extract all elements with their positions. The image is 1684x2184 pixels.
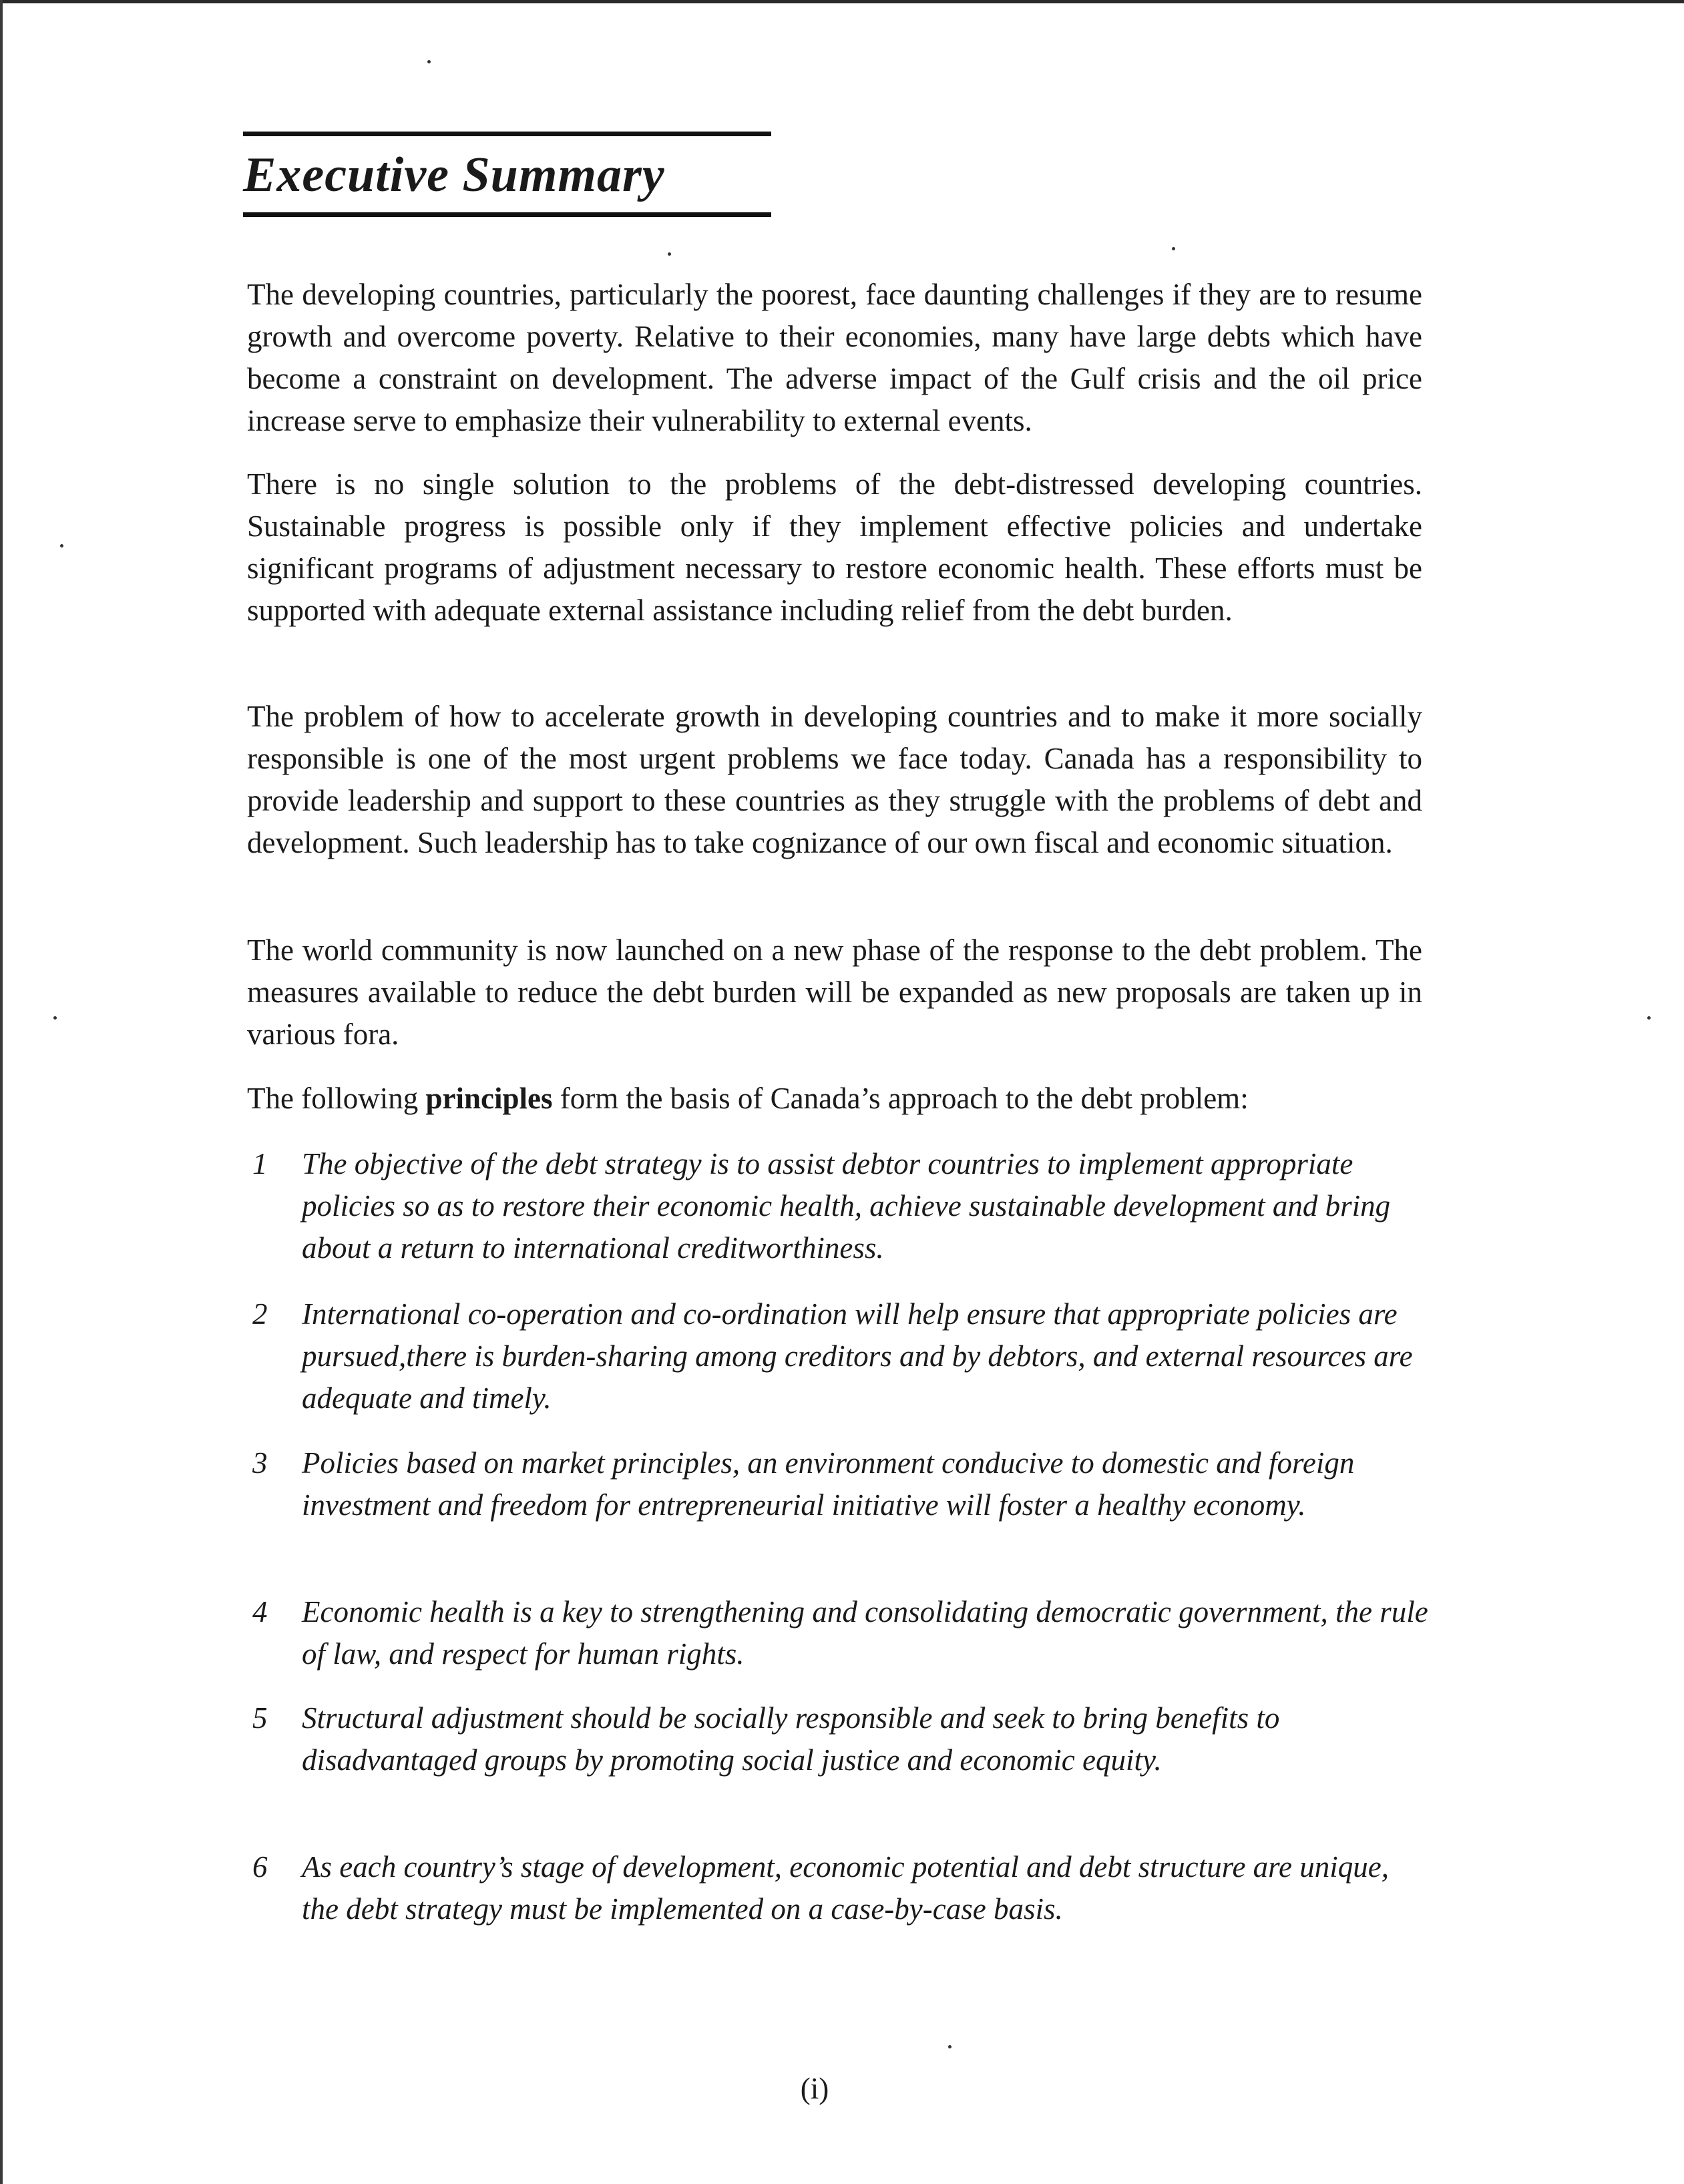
paragraph-3: The problem of how to accelerate growth in developing countries and to make it more socially responsible is one of the most urgent problems we face today. Canada has a responsibility to provide leadership and support to these countries as they struggle with the problems of debt and development. Such leadership has to take cognizance of our own fiscal and economic situation. [247, 700, 1422, 859]
paragraph-4: The world community is now launched on a new phase of the response to the debt problem. The measures available to reduce the debt burden will be expanded as new proposals are taken up in various fora. [247, 933, 1422, 1051]
scan-speck [53, 1016, 57, 1020]
title-rule-top [243, 132, 771, 136]
principles-intro-after: form the basis of Canada’s approach to the debt problem: [552, 1082, 1249, 1115]
principles-intro-before: The following [247, 1082, 426, 1115]
principle-text: The objective of the debt strategy is to assist debtor countries to implement appropriate policies so as to restore their economic health, achieve sustainable development and bring about a return to international creditworthiness. [302, 1147, 1391, 1265]
page-title: Executive Summary [243, 148, 665, 202]
paragraph-1: The developing countries, particularly the poorest, face daunting challenges if they are to resume growth and overcome poverty. Relative to their economies, many have large debts which have become a constraint on development. The adverse impact of the Gulf crisis and the oil price increase serve to emphasize their vulnerability to external events. [247, 278, 1422, 437]
scan-speck [668, 252, 671, 256]
scan-edge-left [0, 0, 3, 2184]
paragraph-2: There is no single solution to the problems of the debt-distressed developing countries. Sustainable progress is possible only if they implement effective policies and undertake significant programs of adjustment necessary to restore economic health. These efforts must be supported with adequate external assistance including relief from the debt burden. [247, 467, 1422, 627]
principle-text: Economic health is a key to strengthening and consolidating democratic government, the rule of law, and respect for human rights. [302, 1595, 1428, 1671]
page-number: (i) [800, 2072, 829, 2105]
principle-number: 6 [252, 1850, 268, 1884]
title-rule-bottom [243, 212, 771, 217]
principle-number: 1 [252, 1147, 268, 1180]
principle-number: 2 [252, 1297, 268, 1331]
principle-text: Structural adjustment should be socially responsible and seek to bring benefits to disadvantaged groups by promoting social justice and economic equity. [302, 1701, 1280, 1777]
principle-number: 5 [252, 1701, 268, 1735]
principle-text: Policies based on market principles, an environment conducive to domestic and foreign investment and freedom for entrepreneurial initiative will foster a healthy economy. [302, 1446, 1355, 1522]
principle-number: 4 [252, 1595, 268, 1628]
scan-speck [1647, 1016, 1651, 1020]
scan-speck [948, 2045, 952, 2048]
scan-edge-top [0, 0, 1684, 3]
principle-text: International co-operation and co-ordination will help ensure that appropriate policies are pursued,there is burden-sharing among creditors and by debtors, and external resources are adequate and timely. [302, 1297, 1413, 1415]
scan-speck [60, 544, 63, 548]
scan-speck [1172, 247, 1175, 250]
principles-intro [247, 1078, 1422, 1120]
principles-intro-bold: principles [425, 1082, 553, 1115]
scan-speck [427, 60, 431, 63]
principle-text: As each country’s stage of development, economic potential and debt structure are unique, the debt strategy must be implemented on a case-by-case basis. [302, 1850, 1389, 1926]
principle-number: 3 [252, 1446, 268, 1480]
